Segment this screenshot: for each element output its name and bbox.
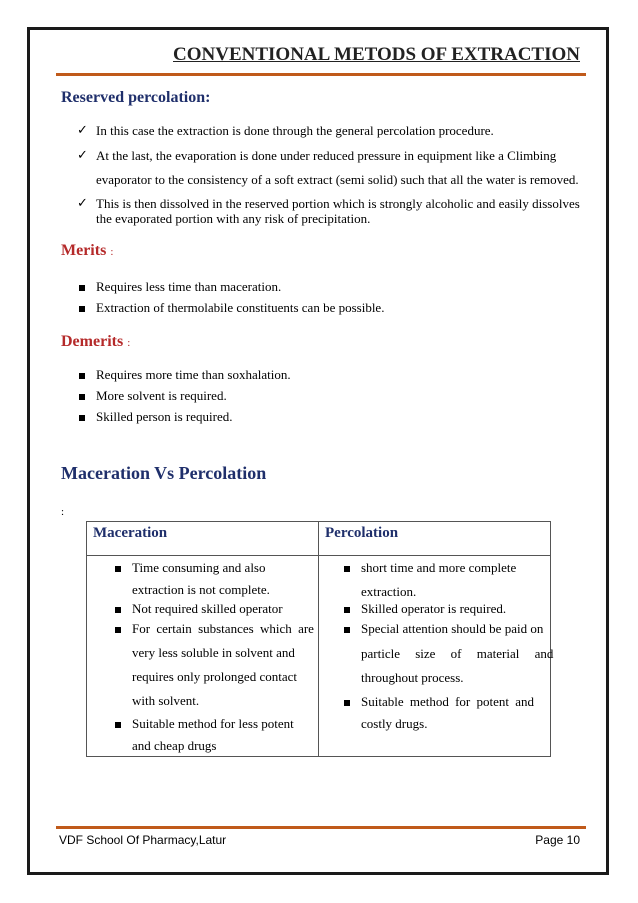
percolation-point-3-line-1: Special attention should be paid on [361, 621, 544, 636]
checkmark-icon: ✓ [77, 196, 88, 211]
percolation-point-3-line-3: throughout process. [361, 670, 464, 685]
percolation-point-4-line-2: costly drugs. [361, 716, 428, 731]
reserved-item-3-line-2: the evaporated portion with any risk of precipitation. [96, 211, 371, 226]
demerits-heading [61, 333, 130, 351]
square-bullet-icon [79, 306, 85, 312]
demerits-item-2: More solvent is required. [96, 388, 227, 403]
checkmark-icon: ✓ [77, 123, 88, 138]
reserved-item-1: In this case the extraction is done through the general percolation procedure. [96, 123, 494, 138]
footer-page-number: Page 10 [535, 833, 580, 847]
square-bullet-icon [115, 566, 121, 572]
reserved-item-3-line-1: This is then dissolved in the reserved portion which is strongly alcoholic and easily dissolves [96, 196, 580, 211]
comparison-table [86, 521, 554, 757]
square-bullet-icon [79, 285, 85, 291]
percolation-cell [319, 556, 554, 757]
comparison-body-row [87, 556, 551, 757]
reserved-item-2-line-2: evaporator to the consistency of a soft extract (semi solid) such that all the water is removed. [96, 172, 579, 187]
maceration-point-3-line-3: requires only prolonged contact [132, 669, 297, 684]
demerits-title: Demerits [61, 333, 124, 350]
maceration-point-1-line-2: extraction is not complete. [132, 582, 270, 597]
maceration-cell [87, 556, 319, 757]
square-bullet-icon [79, 394, 85, 400]
merits-item-1: Requires less time than maceration. [96, 279, 282, 294]
maceration-point-4-line-2: and cheap drugs [132, 738, 217, 753]
square-bullet-icon [115, 607, 121, 613]
percolation-point-1-line-1: short time and more complete [361, 560, 517, 575]
square-bullet-icon [115, 722, 121, 728]
page-header-title: CONVENTIONAL METODS OF EXTRACTION [173, 44, 580, 65]
demerits-item-1: Requires more time than soxhalation. [96, 367, 291, 382]
demerits-item-3: Skilled person is required. [96, 409, 233, 424]
maceration-column-header: Maceration [87, 522, 319, 556]
comparison-header-row [87, 522, 551, 556]
maceration-point-3-line-1: For certain substances which are [132, 621, 314, 636]
merits-title: Merits [61, 242, 107, 259]
footer-institution: VDF School Of Pharmacy,Latur [59, 833, 227, 847]
demerits-colon: : [127, 337, 131, 349]
percolation-point-1-line-2: extraction. [361, 584, 417, 599]
merits-heading [61, 242, 113, 260]
reserved-item-2-line-1: At the last, the evaporation is done under reduced pressure in equipment like a Climbing [96, 148, 557, 163]
square-bullet-icon [344, 627, 350, 633]
percolation-column-header: Percolation [319, 522, 551, 556]
footer-rule [56, 826, 586, 829]
merits-colon: : [110, 246, 114, 258]
merits-item-2: Extraction of thermolabile constituents can be possible. [96, 300, 385, 315]
percolation-point-3-line-2: particle size of material and [361, 646, 554, 661]
maceration-point-3-line-2: very less soluble in solvent and [132, 645, 295, 660]
checkmark-icon: ✓ [77, 148, 88, 163]
reserved-percolation-heading: Reserved percolation: [61, 89, 211, 106]
square-bullet-icon [79, 373, 85, 379]
square-bullet-icon [79, 415, 85, 421]
maceration-point-3-line-4: with solvent. [132, 693, 200, 708]
square-bullet-icon [344, 607, 350, 613]
percolation-point-2: Skilled operator is required. [361, 601, 507, 616]
square-bullet-icon [344, 700, 350, 706]
header-rule [56, 73, 586, 76]
comparison-heading: Maceration Vs Percolation [61, 463, 267, 483]
maceration-point-1-line-1: Time consuming and also [132, 560, 266, 575]
comparison-colon: : [61, 506, 65, 518]
maceration-point-2: Not required skilled operator [132, 601, 283, 616]
maceration-point-4-line-1: Suitable method for less potent [132, 716, 294, 731]
square-bullet-icon [115, 627, 121, 633]
percolation-point-4-line-1: Suitable method for potent and [361, 694, 535, 709]
square-bullet-icon [344, 566, 350, 572]
